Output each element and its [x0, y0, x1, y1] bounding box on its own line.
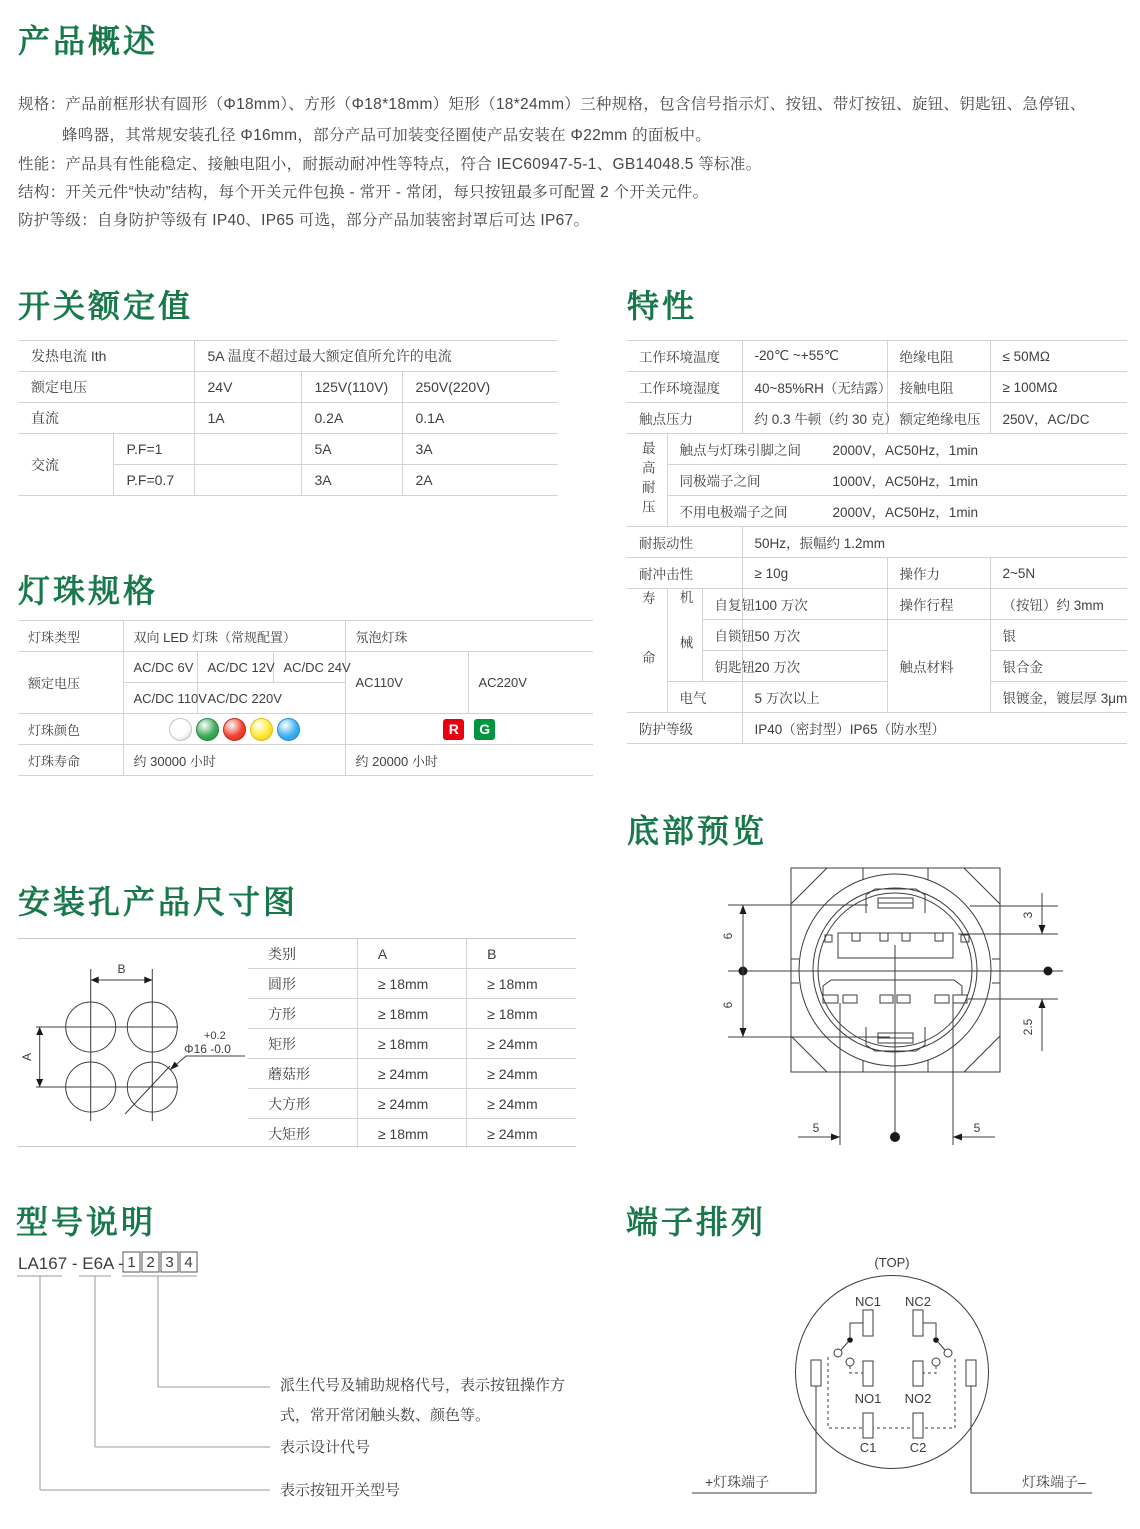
right-center-dot [1044, 967, 1053, 976]
c1-label: C1 [859, 1440, 877, 1455]
table-cell: 交流 [18, 434, 113, 496]
table-cell: P.F=1 [113, 434, 194, 465]
lamp-color-badge: G [474, 719, 495, 740]
table-cell: 额定绝缘电压 [887, 403, 990, 434]
table-cell: 接触电阻 [887, 372, 990, 403]
c2-terminal [913, 1413, 923, 1438]
section-title-led: 灯珠规格 [18, 573, 159, 609]
table-cell: 大矩形 [248, 1119, 357, 1149]
table-cell: 50 万次 [742, 620, 887, 651]
leader-horizontals [40, 1387, 270, 1490]
table-cell: 大方形 [248, 1089, 357, 1119]
table-cell: 灯珠颜色 [18, 714, 123, 745]
table-cell: 直流 [18, 403, 194, 434]
callout-arrow [170, 1062, 179, 1070]
code-digit-4: 4 [184, 1254, 193, 1271]
model-note-1a: 派生代号及辅助规格代号，表示按钮操作方 [280, 1377, 566, 1394]
table-cell: AC/DC 12V [197, 652, 273, 683]
table-cell: ≥ 18mm [357, 999, 466, 1029]
table-cell: 125V(110V) [301, 372, 402, 403]
table-cell: 银 [990, 620, 1127, 651]
table-cell: P.F=0.7 [113, 465, 194, 496]
pair-value: 2000V，AC50Hz，1min [832, 505, 979, 520]
table-cell: 约 20000 小时 [345, 745, 593, 776]
dim-label-b: B [117, 962, 126, 976]
c2-label: C2 [909, 1440, 927, 1455]
c1-terminal [863, 1413, 873, 1438]
table-cell: ≥ 18mm [357, 1119, 466, 1149]
nc1-link [850, 1323, 863, 1337]
nc1-pivot-dot [847, 1337, 853, 1343]
bottom-view-drawing [690, 855, 1140, 1165]
table-cell [667, 434, 1127, 465]
led-spec-table [18, 620, 593, 776]
table-cell: 圆形 [248, 969, 357, 999]
table-cell: 矩形 [248, 1029, 357, 1059]
table-cell: ≥ 18mm [467, 969, 576, 999]
led-color-dot-icon [277, 718, 300, 741]
led-colors-cell [123, 714, 345, 745]
model-code: LA167 - E6A - [18, 1254, 124, 1273]
table-cell [194, 434, 301, 465]
code-digit-3: 3 [165, 1254, 174, 1271]
table-cell: 操作行程 [887, 589, 990, 620]
nc2-label: NC2 [904, 1294, 932, 1309]
table-cell: AC/DC 24V [273, 652, 345, 683]
table-cell: 银镀金，镀层厚 3μm [990, 682, 1127, 713]
table-cell: 自锁钮 [702, 620, 742, 651]
table-cell: 2~5N [990, 558, 1127, 589]
table-cell: 触点压力 [627, 403, 742, 434]
section-title-model: 型号说明 [16, 1204, 157, 1240]
section-title-mounting: 安装孔产品尺寸图 [18, 884, 299, 920]
section-title-features: 特性 [627, 288, 698, 324]
pair-label: 触点与灯珠引脚之间 [679, 443, 801, 458]
table-cell: ≥ 24mm [467, 1059, 576, 1089]
table-cell: 3A [301, 465, 402, 496]
nc1-terminal [863, 1310, 873, 1336]
table-cell: IP40（密封型）IP65（防水型） [742, 713, 1127, 744]
table-cell: 发热电流 Ith [18, 341, 194, 372]
table-cell: 灯珠类型 [18, 621, 123, 652]
table-cell: ≥ 24mm [467, 1119, 576, 1149]
table-cell: AC220V [468, 652, 593, 714]
nc2-pivot-dot [933, 1337, 939, 1343]
section-title-rated: 开关额定值 [18, 288, 194, 324]
pair-label: 同极端子之间 [679, 474, 761, 489]
no1-label: NO1 [854, 1391, 882, 1406]
table-cell: 1A [194, 403, 301, 434]
table-cell: AC110V [345, 652, 468, 714]
table-cell: 银合金 [990, 651, 1127, 682]
table-cell: 类别 [248, 939, 357, 969]
no2-contact-circle-a [944, 1349, 952, 1357]
section-title-bottom-view: 底部预览 [627, 813, 768, 849]
table-cell: ≥ 18mm [357, 969, 466, 999]
dim-label-25: 2.5 [1021, 1018, 1035, 1036]
dim-label-5-left: 5 [812, 1121, 820, 1135]
lamp-plus-label: +灯珠端子 [705, 1474, 770, 1490]
table-cell: 5A 温度不超过最大额定值所允许的电流 [194, 341, 558, 372]
table-cell: 氖泡灯珠 [345, 621, 593, 652]
nc2-terminal [913, 1310, 923, 1336]
terminal-b2 [897, 995, 910, 1003]
overview-line: 规格：产品前框形状有圆形（Φ18mm）、方形（Φ18*18mm）矩形（18*24mm）三种规格，包含信号指示灯、按钮、带灯按钮、旋钮、钥匙钮、急停钮、 [18, 96, 1086, 113]
table-cell: AC/DC 6V [123, 652, 197, 683]
table-cell: 2A [402, 465, 558, 496]
table-cell: 触点材料 [887, 620, 990, 713]
no1-contact-circle-a [834, 1349, 842, 1357]
table-cell: ≤ 50MΩ [990, 341, 1127, 372]
table-cell: ≥ 18mm [357, 1029, 466, 1059]
model-note-2: 表示设计代号 [280, 1439, 371, 1456]
arrow-b-left [91, 977, 99, 984]
table-cell: ≥ 24mm [357, 1059, 466, 1089]
table-cell: 额定电压 [18, 652, 123, 714]
arrow-down [740, 1028, 747, 1037]
lamp-terminal-left [811, 1360, 821, 1386]
rated-values-table [18, 340, 558, 496]
table-cell: 电气 [667, 682, 742, 713]
code-digit-1: 1 [127, 1254, 136, 1271]
dim-label-6-top: 6 [721, 932, 735, 940]
lamp-terminal-right [966, 1360, 976, 1386]
table-cell: 20 万次 [742, 651, 887, 682]
leader-verticals [40, 1276, 158, 1490]
dim-label-6-bottom: 6 [721, 1001, 735, 1009]
table-cell: 绝缘电阻 [887, 341, 990, 372]
table-cell: 50Hz，振幅约 1.2mm [742, 527, 1127, 558]
table-cell: 额定电压 [18, 372, 194, 403]
table-cell: 操作力 [887, 558, 990, 589]
led-color-dot-icon [250, 718, 273, 741]
no1-terminal [863, 1361, 873, 1386]
table-cell: 最高耐压 [627, 434, 667, 527]
switch-body-circle [796, 1276, 989, 1469]
table-cell: 3A [402, 434, 558, 465]
bottom-center-dot [890, 1132, 900, 1142]
table-cell: 约 30000 小时 [123, 745, 345, 776]
table-cell: 耐振动性 [627, 527, 742, 558]
tolerance-top: +0.2 [204, 1030, 226, 1042]
table-cell: 寿命 [627, 589, 667, 713]
no2-contact-circle-b [932, 1358, 940, 1366]
table-cell: 约 0.3 牛顿（约 30 克） [742, 403, 887, 434]
table-cell: 0.1A [402, 403, 558, 434]
diameter-label: Φ16 -0.0 [184, 1042, 231, 1056]
code-digit-2: 2 [146, 1254, 155, 1271]
model-note-1b: 式，常开常闭触头数、颜色等。 [280, 1407, 491, 1424]
terminal-c1 [935, 995, 949, 1003]
table-cell: AC/DC 220V [197, 683, 345, 714]
led-color-dot-icon [169, 718, 192, 741]
table-cell: 24V [194, 372, 301, 403]
pair-value: 1000V，AC50Hz，1min [832, 474, 979, 489]
table-cell: 方形 [248, 999, 357, 1029]
arrow-right-5 [831, 1134, 840, 1141]
arrow-a-bottom [36, 1079, 43, 1087]
no2-terminal [913, 1361, 923, 1386]
overview-line: 蜂鸣器，其常规安装孔径 Φ16mm，部分产品可加装变径圈使产品安装在 Φ22mm 的面板中。 [62, 127, 712, 144]
neon-colors-cell [345, 714, 593, 745]
pair-value: 2000V，AC50Hz，1min [832, 443, 979, 458]
section-title-overview: 产品概述 [18, 23, 159, 59]
lamp-color-badge: R [443, 719, 464, 740]
table-cell: 250V，AC/DC [990, 403, 1127, 434]
table-cell: 机械 [667, 589, 702, 682]
table-cell: ≥ 10g [742, 558, 887, 589]
dim-label-a: A [20, 1052, 34, 1062]
callout-leader [170, 1056, 245, 1070]
led-color-dot-icon [223, 718, 246, 741]
model-number-diagram [0, 1240, 640, 1529]
table-cell: -20℃ ~+55℃ [742, 341, 887, 372]
table-cell: ≥ 24mm [467, 1029, 576, 1059]
contact-block-notches [852, 933, 943, 941]
mounting-size-table [248, 939, 576, 1148]
no2-label: NO2 [904, 1391, 932, 1406]
table-cell: 5A [301, 434, 402, 465]
lower-block-outline [823, 980, 962, 995]
moving-contacts [841, 1342, 945, 1350]
pair-label: 不用电极端子之间 [679, 505, 788, 520]
table-cell: AC/DC 110V [123, 683, 197, 714]
table-cell: ≥ 18mm [467, 999, 576, 1029]
table-cell [194, 465, 301, 496]
overview-line: 结构：开关元件“快动”结构，每个开关元件包换 - 常开 - 常闭，每只按钮最多可配置 2 个开关元件。 [18, 184, 709, 201]
mounting-hole-drawing [18, 939, 248, 1148]
arrow-up-25 [1039, 999, 1046, 1008]
table-cell: （按钮）约 3mm [990, 589, 1127, 620]
table-cell: 耐冲击性 [627, 558, 742, 589]
table-cell: 250V(220V) [402, 372, 558, 403]
table-cell: 防护等级 [627, 713, 742, 744]
center-cross-lines [36, 969, 178, 1121]
dim-label-3: 3 [1021, 911, 1035, 919]
table-cell: B [467, 939, 576, 969]
lamp-minus-label: 灯珠端子– [1022, 1474, 1086, 1490]
terminal-arrangement-diagram [620, 1240, 1140, 1520]
nc1-label: NC1 [854, 1294, 882, 1309]
terminal-a2 [843, 995, 857, 1003]
table-cell: 自复钮 [702, 589, 742, 620]
table-cell: 灯珠寿命 [18, 745, 123, 776]
table-cell: ≥ 24mm [467, 1089, 576, 1119]
overview-line: 性能：产品具有性能稳定、接触电阻小，耐振动耐冲性等特点，符合 IEC60947-5-1、GB14048.5 等标准。 [18, 156, 762, 173]
model-note-3: 表示按钮开关型号 [280, 1482, 401, 1499]
table-cell [667, 496, 1127, 527]
table-cell: 蘑菇形 [248, 1059, 357, 1089]
terminal-b1 [880, 995, 893, 1003]
table-cell: 工作环境温度 [627, 341, 742, 372]
nc2-link [923, 1323, 936, 1337]
table-cell: 100 万次 [742, 589, 887, 620]
no1-contact-circle-b [846, 1358, 854, 1366]
bottom-dim-lines [798, 1003, 995, 1145]
top-label: (TOP) [874, 1255, 910, 1270]
table-cell: ≥ 100MΩ [990, 372, 1127, 403]
table-cell: 0.2A [301, 403, 402, 434]
table-cell [667, 465, 1127, 496]
table-cell: ≥ 24mm [357, 1089, 466, 1119]
table-cell: 5 万次以上 [742, 682, 887, 713]
table-cell: 双向 LED 灯珠（常规配置） [123, 621, 345, 652]
overview-line: 防护等级：自身防护等级有 IP40、IP65 可选，部分产品加装密封罩后可达 IP67。 [18, 212, 590, 229]
mounting-section [18, 938, 576, 1147]
table-cell: A [357, 939, 466, 969]
led-color-dot-icon [196, 718, 219, 741]
arrow-up [740, 905, 747, 914]
dim-label-5-right: 5 [973, 1121, 981, 1135]
section-title-terminals: 端子排列 [626, 1204, 767, 1240]
arrow-a-top [36, 1027, 43, 1035]
arrow-b-right [144, 977, 152, 984]
arrow-down-3 [1039, 925, 1046, 934]
arrow-left-5 [953, 1134, 962, 1141]
table-cell: 钥匙钮 [702, 651, 742, 682]
center-lines [728, 945, 1063, 1137]
table-cell: 工作环境湿度 [627, 372, 742, 403]
features-table [627, 340, 1127, 744]
table-cell: 40~85%RH（无结露） [742, 372, 887, 403]
